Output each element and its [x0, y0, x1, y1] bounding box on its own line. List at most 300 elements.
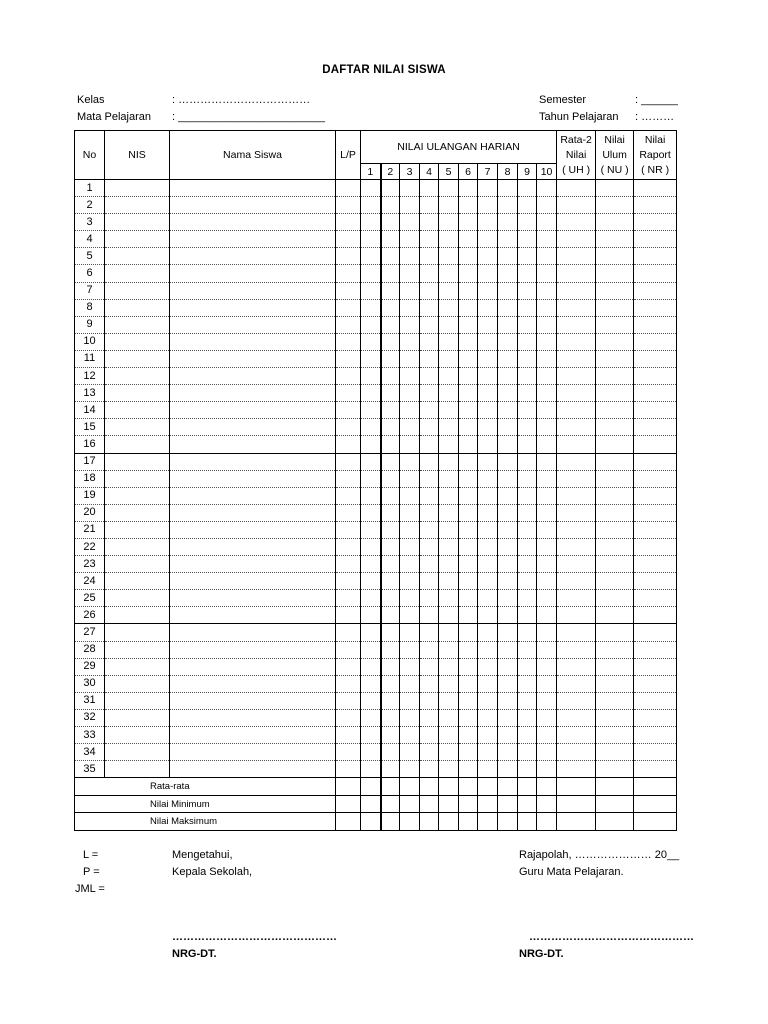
grade-cell[interactable]	[361, 453, 381, 470]
grade-cell[interactable]	[478, 727, 498, 744]
grade-cell[interactable]	[105, 761, 170, 778]
grade-cell[interactable]	[439, 675, 459, 692]
grade-cell[interactable]	[478, 197, 498, 214]
grade-cell[interactable]	[400, 316, 420, 333]
grade-cell[interactable]	[478, 419, 498, 436]
grade-cell[interactable]	[498, 350, 518, 367]
grade-cell[interactable]	[439, 727, 459, 744]
grade-cell[interactable]	[518, 248, 537, 265]
grade-cell[interactable]	[170, 744, 336, 761]
grade-cell[interactable]	[518, 504, 537, 521]
grade-cell[interactable]	[634, 573, 677, 590]
grade-cell[interactable]	[478, 624, 498, 641]
grade-cell[interactable]	[105, 641, 170, 658]
grade-cell[interactable]	[420, 265, 439, 282]
grade-cell[interactable]	[439, 607, 459, 624]
grade-cell[interactable]	[336, 180, 361, 197]
grade-cell[interactable]	[478, 538, 498, 555]
grade-cell[interactable]	[105, 658, 170, 675]
grade-cell[interactable]	[518, 453, 537, 470]
grade-cell[interactable]	[361, 402, 381, 419]
grade-cell[interactable]	[537, 265, 557, 282]
stats-cell[interactable]	[361, 795, 381, 813]
grade-cell[interactable]	[459, 282, 478, 299]
grade-cell[interactable]	[498, 641, 518, 658]
grade-cell[interactable]	[478, 402, 498, 419]
grade-cell[interactable]	[459, 521, 478, 538]
grade-cell[interactable]	[498, 214, 518, 231]
grade-cell[interactable]	[596, 504, 634, 521]
grade-cell[interactable]	[459, 556, 478, 573]
stats-cell[interactable]	[336, 795, 361, 813]
grade-cell[interactable]	[400, 350, 420, 367]
grade-cell[interactable]	[596, 402, 634, 419]
grade-cell[interactable]	[557, 607, 596, 624]
grade-cell[interactable]	[361, 265, 381, 282]
grade-cell[interactable]	[459, 368, 478, 385]
grade-cell[interactable]	[400, 470, 420, 487]
grade-cell[interactable]	[557, 316, 596, 333]
grade-cell[interactable]	[634, 521, 677, 538]
grade-cell[interactable]	[381, 641, 400, 658]
grade-cell[interactable]	[478, 692, 498, 709]
grade-cell[interactable]	[439, 248, 459, 265]
grade-cell[interactable]	[105, 538, 170, 555]
grade-cell[interactable]	[478, 265, 498, 282]
grade-cell[interactable]	[478, 180, 498, 197]
grade-cell[interactable]	[634, 727, 677, 744]
grade-cell[interactable]	[336, 350, 361, 367]
grade-cell[interactable]	[105, 385, 170, 402]
grade-cell[interactable]	[105, 282, 170, 299]
grade-cell[interactable]	[361, 214, 381, 231]
grade-cell[interactable]	[537, 316, 557, 333]
grade-cell[interactable]	[381, 282, 400, 299]
stats-cell[interactable]	[634, 813, 677, 831]
grade-cell[interactable]	[105, 333, 170, 350]
grade-cell[interactable]	[336, 692, 361, 709]
grade-cell[interactable]	[439, 573, 459, 590]
grade-cell[interactable]	[105, 316, 170, 333]
grade-cell[interactable]	[478, 641, 498, 658]
grade-cell[interactable]	[537, 744, 557, 761]
grade-cell[interactable]	[336, 214, 361, 231]
grade-cell[interactable]	[634, 607, 677, 624]
grade-cell[interactable]	[596, 453, 634, 470]
stats-cell[interactable]	[400, 778, 420, 796]
grade-cell[interactable]	[439, 453, 459, 470]
grade-cell[interactable]	[420, 504, 439, 521]
grade-cell[interactable]	[537, 180, 557, 197]
grade-cell[interactable]	[478, 333, 498, 350]
grade-cell[interactable]	[439, 368, 459, 385]
grade-cell[interactable]	[400, 675, 420, 692]
grade-cell[interactable]	[459, 692, 478, 709]
grade-cell[interactable]	[400, 402, 420, 419]
grade-cell[interactable]	[537, 556, 557, 573]
grade-cell[interactable]	[498, 761, 518, 778]
grade-cell[interactable]	[400, 761, 420, 778]
stats-cell[interactable]	[478, 778, 498, 796]
grade-cell[interactable]	[420, 231, 439, 248]
grade-cell[interactable]	[518, 727, 537, 744]
grade-cell[interactable]	[170, 180, 336, 197]
mapel-value[interactable]: : ________________________	[172, 111, 325, 123]
grade-cell[interactable]	[170, 214, 336, 231]
grade-cell[interactable]	[596, 675, 634, 692]
grade-cell[interactable]	[596, 607, 634, 624]
grade-cell[interactable]	[420, 607, 439, 624]
grade-cell[interactable]	[400, 692, 420, 709]
grade-cell[interactable]	[336, 727, 361, 744]
grade-cell[interactable]	[537, 402, 557, 419]
grade-cell[interactable]	[170, 419, 336, 436]
grade-cell[interactable]	[400, 436, 420, 453]
grade-cell[interactable]	[634, 744, 677, 761]
grade-cell[interactable]	[170, 590, 336, 607]
grade-cell[interactable]	[400, 265, 420, 282]
stats-cell[interactable]	[518, 813, 537, 831]
grade-cell[interactable]	[400, 504, 420, 521]
grade-cell[interactable]	[400, 299, 420, 316]
grade-cell[interactable]	[105, 180, 170, 197]
grade-cell[interactable]	[105, 607, 170, 624]
grade-cell[interactable]	[557, 231, 596, 248]
grade-cell[interactable]	[537, 197, 557, 214]
stats-cell[interactable]	[361, 813, 381, 831]
grade-cell[interactable]	[336, 282, 361, 299]
grade-cell[interactable]	[420, 624, 439, 641]
grade-cell[interactable]	[400, 641, 420, 658]
grade-cell[interactable]	[336, 316, 361, 333]
grade-cell[interactable]	[557, 299, 596, 316]
grade-cell[interactable]	[459, 538, 478, 555]
grade-cell[interactable]	[498, 624, 518, 641]
grade-cell[interactable]	[596, 692, 634, 709]
grade-cell[interactable]	[381, 333, 400, 350]
grade-cell[interactable]	[400, 590, 420, 607]
grade-cell[interactable]	[105, 504, 170, 521]
grade-cell[interactable]	[400, 231, 420, 248]
grade-cell[interactable]	[439, 419, 459, 436]
grade-cell[interactable]	[420, 573, 439, 590]
grade-cell[interactable]	[459, 316, 478, 333]
grade-cell[interactable]	[170, 470, 336, 487]
grade-cell[interactable]	[498, 248, 518, 265]
grade-cell[interactable]	[336, 470, 361, 487]
grade-cell[interactable]	[105, 487, 170, 504]
grade-cell[interactable]	[381, 607, 400, 624]
stats-cell[interactable]	[537, 778, 557, 796]
grade-cell[interactable]	[361, 761, 381, 778]
grade-cell[interactable]	[336, 521, 361, 538]
grade-cell[interactable]	[478, 573, 498, 590]
grade-cell[interactable]	[105, 453, 170, 470]
grade-cell[interactable]	[498, 436, 518, 453]
grade-cell[interactable]	[336, 385, 361, 402]
grade-cell[interactable]	[537, 521, 557, 538]
grade-cell[interactable]	[361, 419, 381, 436]
grade-cell[interactable]	[634, 299, 677, 316]
grade-cell[interactable]	[557, 658, 596, 675]
grade-cell[interactable]	[478, 504, 498, 521]
grade-cell[interactable]	[439, 385, 459, 402]
grade-cell[interactable]	[634, 197, 677, 214]
stats-cell[interactable]	[537, 795, 557, 813]
grade-cell[interactable]	[596, 333, 634, 350]
grade-cell[interactable]	[439, 214, 459, 231]
grade-cell[interactable]	[557, 709, 596, 726]
grade-cell[interactable]	[498, 504, 518, 521]
grade-cell[interactable]	[439, 590, 459, 607]
grade-cell[interactable]	[478, 521, 498, 538]
grade-cell[interactable]	[459, 350, 478, 367]
stats-cell[interactable]	[498, 795, 518, 813]
stats-cell[interactable]	[518, 778, 537, 796]
grade-cell[interactable]	[537, 282, 557, 299]
grade-cell[interactable]	[634, 624, 677, 641]
grade-cell[interactable]	[170, 556, 336, 573]
grade-cell[interactable]	[478, 248, 498, 265]
grade-cell[interactable]	[400, 521, 420, 538]
grade-cell[interactable]	[400, 573, 420, 590]
grade-cell[interactable]	[361, 538, 381, 555]
stats-cell[interactable]	[420, 778, 439, 796]
grade-cell[interactable]	[361, 709, 381, 726]
grade-cell[interactable]	[105, 368, 170, 385]
grade-cell[interactable]	[381, 521, 400, 538]
grade-cell[interactable]	[170, 402, 336, 419]
grade-cell[interactable]	[420, 350, 439, 367]
grade-cell[interactable]	[361, 231, 381, 248]
grade-cell[interactable]	[518, 214, 537, 231]
grade-cell[interactable]	[557, 641, 596, 658]
grade-cell[interactable]	[557, 590, 596, 607]
grade-cell[interactable]	[537, 504, 557, 521]
grade-cell[interactable]	[459, 487, 478, 504]
grade-cell[interactable]	[459, 436, 478, 453]
stats-cell[interactable]	[634, 778, 677, 796]
grade-cell[interactable]	[537, 658, 557, 675]
grade-cell[interactable]	[557, 419, 596, 436]
grade-cell[interactable]	[361, 333, 381, 350]
grade-cell[interactable]	[361, 607, 381, 624]
grade-cell[interactable]	[518, 641, 537, 658]
grade-cell[interactable]	[557, 350, 596, 367]
grade-cell[interactable]	[439, 538, 459, 555]
grade-cell[interactable]	[459, 214, 478, 231]
grade-cell[interactable]	[361, 350, 381, 367]
stats-cell[interactable]	[459, 778, 478, 796]
grade-cell[interactable]	[420, 538, 439, 555]
grade-cell[interactable]	[336, 231, 361, 248]
grade-cell[interactable]	[361, 299, 381, 316]
grade-cell[interactable]	[105, 350, 170, 367]
grade-cell[interactable]	[439, 504, 459, 521]
grade-cell[interactable]	[381, 453, 400, 470]
tahun-value[interactable]: : ………	[635, 111, 675, 123]
grade-cell[interactable]	[596, 282, 634, 299]
grade-cell[interactable]	[381, 368, 400, 385]
grade-cell[interactable]	[634, 436, 677, 453]
grade-cell[interactable]	[596, 368, 634, 385]
grade-cell[interactable]	[557, 538, 596, 555]
grade-cell[interactable]	[420, 282, 439, 299]
grade-cell[interactable]	[420, 470, 439, 487]
grade-cell[interactable]	[170, 624, 336, 641]
grade-cell[interactable]	[459, 419, 478, 436]
grade-cell[interactable]	[596, 214, 634, 231]
grade-cell[interactable]	[381, 727, 400, 744]
grade-cell[interactable]	[361, 556, 381, 573]
grade-cell[interactable]	[105, 709, 170, 726]
grade-cell[interactable]	[361, 521, 381, 538]
grade-cell[interactable]	[537, 573, 557, 590]
grade-cell[interactable]	[498, 265, 518, 282]
grade-cell[interactable]	[498, 316, 518, 333]
grade-cell[interactable]	[336, 744, 361, 761]
grade-cell[interactable]	[400, 197, 420, 214]
grade-cell[interactable]	[439, 487, 459, 504]
grade-cell[interactable]	[336, 368, 361, 385]
grade-cell[interactable]	[498, 368, 518, 385]
stats-cell[interactable]	[518, 795, 537, 813]
grade-cell[interactable]	[400, 556, 420, 573]
grade-cell[interactable]	[105, 470, 170, 487]
grade-cell[interactable]	[420, 590, 439, 607]
grade-cell[interactable]	[105, 248, 170, 265]
grade-cell[interactable]	[557, 402, 596, 419]
stats-cell[interactable]	[459, 813, 478, 831]
grade-cell[interactable]	[459, 709, 478, 726]
grade-cell[interactable]	[557, 368, 596, 385]
grade-cell[interactable]	[596, 761, 634, 778]
grade-cell[interactable]	[361, 368, 381, 385]
grade-cell[interactable]	[170, 299, 336, 316]
stats-cell[interactable]	[596, 795, 634, 813]
grade-cell[interactable]	[634, 333, 677, 350]
grade-cell[interactable]	[557, 692, 596, 709]
grade-cell[interactable]	[498, 607, 518, 624]
grade-cell[interactable]	[537, 419, 557, 436]
stats-cell[interactable]	[478, 795, 498, 813]
grade-cell[interactable]	[420, 675, 439, 692]
grade-cell[interactable]	[596, 299, 634, 316]
grade-cell[interactable]	[596, 265, 634, 282]
grade-cell[interactable]	[105, 231, 170, 248]
grade-cell[interactable]	[478, 590, 498, 607]
grade-cell[interactable]	[105, 556, 170, 573]
grade-cell[interactable]	[400, 487, 420, 504]
grade-cell[interactable]	[459, 590, 478, 607]
grade-cell[interactable]	[498, 675, 518, 692]
grade-cell[interactable]	[498, 282, 518, 299]
grade-cell[interactable]	[596, 180, 634, 197]
grade-cell[interactable]	[537, 487, 557, 504]
grade-cell[interactable]	[361, 282, 381, 299]
grade-cell[interactable]	[478, 556, 498, 573]
grade-cell[interactable]	[634, 180, 677, 197]
grade-cell[interactable]	[459, 607, 478, 624]
grade-cell[interactable]	[381, 675, 400, 692]
grade-cell[interactable]	[400, 624, 420, 641]
grade-cell[interactable]	[170, 641, 336, 658]
grade-cell[interactable]	[420, 453, 439, 470]
grade-cell[interactable]	[634, 692, 677, 709]
grade-cell[interactable]	[557, 333, 596, 350]
grade-cell[interactable]	[459, 624, 478, 641]
grade-cell[interactable]	[537, 538, 557, 555]
grade-cell[interactable]	[361, 744, 381, 761]
grade-cell[interactable]	[170, 385, 336, 402]
grade-cell[interactable]	[478, 231, 498, 248]
grade-cell[interactable]	[361, 470, 381, 487]
grade-cell[interactable]	[634, 385, 677, 402]
grade-cell[interactable]	[537, 607, 557, 624]
grade-cell[interactable]	[478, 282, 498, 299]
grade-cell[interactable]	[537, 624, 557, 641]
grade-cell[interactable]	[459, 744, 478, 761]
grade-cell[interactable]	[537, 590, 557, 607]
grade-cell[interactable]	[381, 470, 400, 487]
grade-cell[interactable]	[596, 419, 634, 436]
grade-cell[interactable]	[634, 282, 677, 299]
grade-cell[interactable]	[420, 744, 439, 761]
grade-cell[interactable]	[361, 675, 381, 692]
grade-cell[interactable]	[105, 265, 170, 282]
grade-cell[interactable]	[459, 333, 478, 350]
grade-cell[interactable]	[420, 197, 439, 214]
grade-cell[interactable]	[596, 709, 634, 726]
grade-cell[interactable]	[518, 402, 537, 419]
grade-cell[interactable]	[420, 487, 439, 504]
grade-cell[interactable]	[537, 727, 557, 744]
grade-cell[interactable]	[439, 624, 459, 641]
grade-cell[interactable]	[336, 556, 361, 573]
grade-cell[interactable]	[634, 368, 677, 385]
grade-cell[interactable]	[400, 744, 420, 761]
grade-cell[interactable]	[478, 675, 498, 692]
grade-cell[interactable]	[381, 556, 400, 573]
grade-cell[interactable]	[105, 727, 170, 744]
grade-cell[interactable]	[634, 487, 677, 504]
grade-cell[interactable]	[420, 692, 439, 709]
grade-cell[interactable]	[459, 231, 478, 248]
grade-cell[interactable]	[498, 658, 518, 675]
grade-cell[interactable]	[439, 282, 459, 299]
grade-cell[interactable]	[498, 727, 518, 744]
grade-cell[interactable]	[361, 658, 381, 675]
grade-cell[interactable]	[381, 624, 400, 641]
grade-cell[interactable]	[420, 333, 439, 350]
grade-cell[interactable]	[361, 180, 381, 197]
grade-cell[interactable]	[170, 231, 336, 248]
grade-cell[interactable]	[420, 248, 439, 265]
stats-cell[interactable]	[439, 778, 459, 796]
grade-cell[interactable]	[537, 214, 557, 231]
grade-cell[interactable]	[336, 641, 361, 658]
grade-cell[interactable]	[381, 265, 400, 282]
grade-cell[interactable]	[459, 504, 478, 521]
grade-cell[interactable]	[336, 402, 361, 419]
grade-cell[interactable]	[498, 419, 518, 436]
grade-cell[interactable]	[170, 333, 336, 350]
grade-cell[interactable]	[361, 316, 381, 333]
grade-cell[interactable]	[634, 504, 677, 521]
grade-cell[interactable]	[420, 385, 439, 402]
grade-cell[interactable]	[361, 692, 381, 709]
grade-cell[interactable]	[557, 675, 596, 692]
